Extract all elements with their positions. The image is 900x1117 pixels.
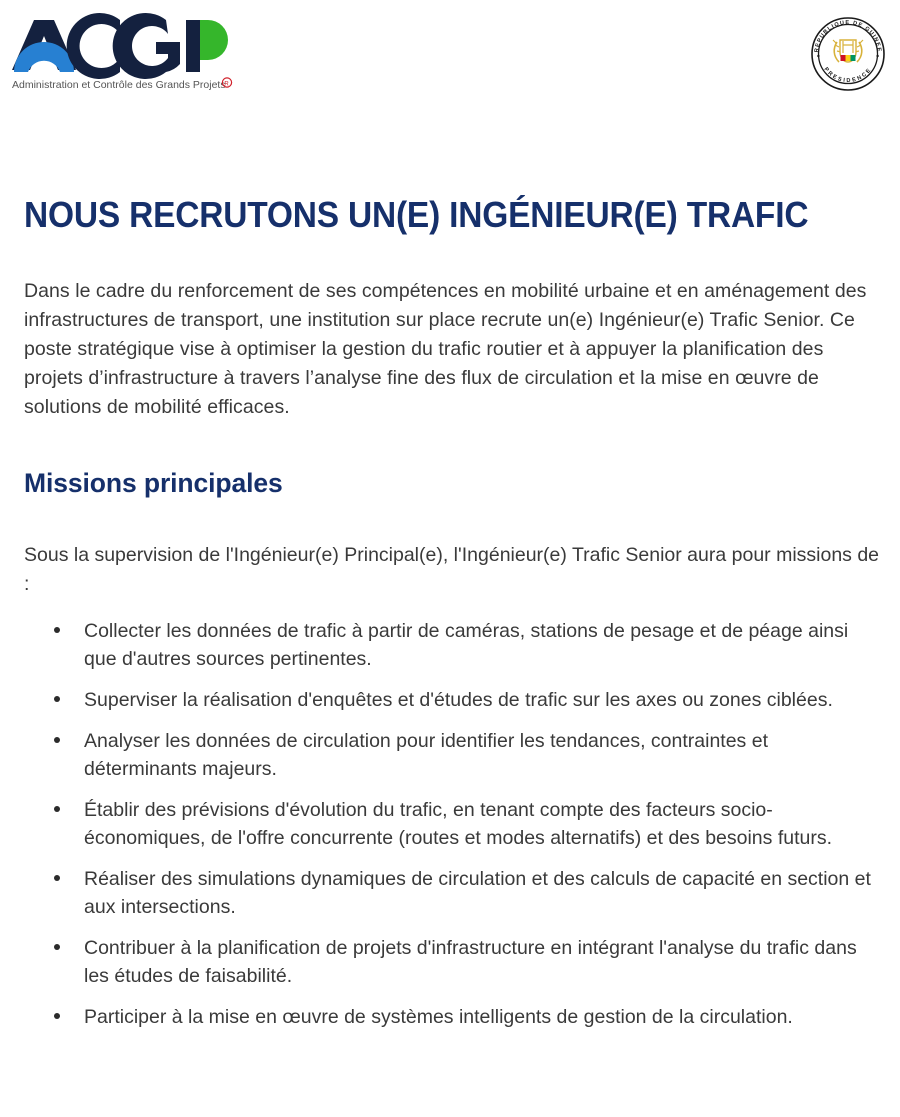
page-header: [0, 0, 900, 110]
page-title: NOUS RECRUTONS UN(E) INGÉNIEUR(E) TRAFIC: [24, 194, 809, 235]
bullet-icon: [54, 1013, 60, 1019]
list-item-text: Collecter les données de trafic à partir de caméras, stations de pesage et de péage ainsi que d'autres sources pertinentes.: [84, 620, 849, 671]
seal-star-right-icon: [876, 55, 878, 57]
section-heading-missions: Missions principales: [24, 468, 283, 499]
seal-star-left-icon: [817, 55, 819, 57]
list-item-text: Établir des prévisions d'évolution du trafic, en tenant compte des facteurs socio-économiques, de l'offre concurrente (routes et modes alternatifs) et des besoins futurs.: [84, 799, 833, 850]
logo-letter-g: [113, 13, 180, 79]
document-body: [0, 110, 900, 1044]
list-item-text: Superviser la réalisation d'enquêtes et d'études de trafic sur les axes ou zones ciblées.: [84, 689, 833, 712]
bullet-icon: [54, 806, 60, 812]
seal-flag-red: [841, 55, 846, 61]
missions-list: [0, 617, 900, 1031]
intro-paragraph: Dans le cadre du renforcement de ses compétences en mobilité urbaine et en aménagement des infrastructures de transport, une institution sur place recrute un(e) Ingénieur(e) Trafic Senior. Ce poste stratégique vise à optimiser la gestion du trafic routier et à appuyer la planification des projets d’infrastructure à travers l’analyse fine des flux de circulation et la mise en œuvre de solutions de mobilité efficaces.: [24, 280, 867, 419]
bullet-icon: [54, 737, 60, 743]
list-item: [0, 796, 900, 852]
list-item: [0, 1003, 900, 1031]
logo-letter-p-stem: [186, 20, 200, 72]
bullet-icon: [54, 696, 60, 702]
acgp-logo-mark: [8, 12, 240, 94]
republique-de-guinee-presidence-seal: [806, 12, 890, 96]
list-item: [0, 865, 900, 921]
acgp-logo: [8, 12, 240, 94]
list-item: [0, 617, 900, 673]
bullet-icon: [54, 944, 60, 950]
list-item-text: Contribuer à la planification de projets d'infrastructure en intégrant l'analyse du trafic dans les études de faisabilité.: [84, 937, 857, 988]
logo-letter-p-bowl: [200, 20, 228, 60]
state-seal-mark: [806, 12, 890, 96]
bullet-icon: [54, 627, 60, 633]
seal-flag-yellow: [846, 55, 851, 61]
seal-bottom-text: PRESIDENCE: [822, 66, 874, 85]
list-item-text: Réaliser des simulations dynamiques de circulation et des calculs de capacité en section et aux intersections.: [84, 868, 871, 919]
seal-flag-green: [851, 55, 856, 61]
list-item-text: Participer à la mise en œuvre de systèmes intelligents de gestion de la circulation.: [84, 1006, 793, 1029]
missions-lead-paragraph: Sous la supervision de l'Ingénieur(e) Principal(e), l'Ingénieur(e) Trafic Senior aura pour missions de :: [24, 544, 880, 596]
list-item-text: Analyser les données de circulation pour identifier les tendances, contraintes et déterminants majeurs.: [84, 730, 768, 781]
seal-top-text: REPUBLIQUE DE GUINEE: [813, 19, 883, 53]
logo-tagline: Administration et Contrôle des Grands Projets: [12, 79, 226, 91]
list-item: [0, 686, 900, 714]
bullet-icon: [54, 875, 60, 881]
list-item: [0, 727, 900, 783]
list-item: [0, 934, 900, 990]
registered-mark-letter: R: [224, 81, 229, 88]
